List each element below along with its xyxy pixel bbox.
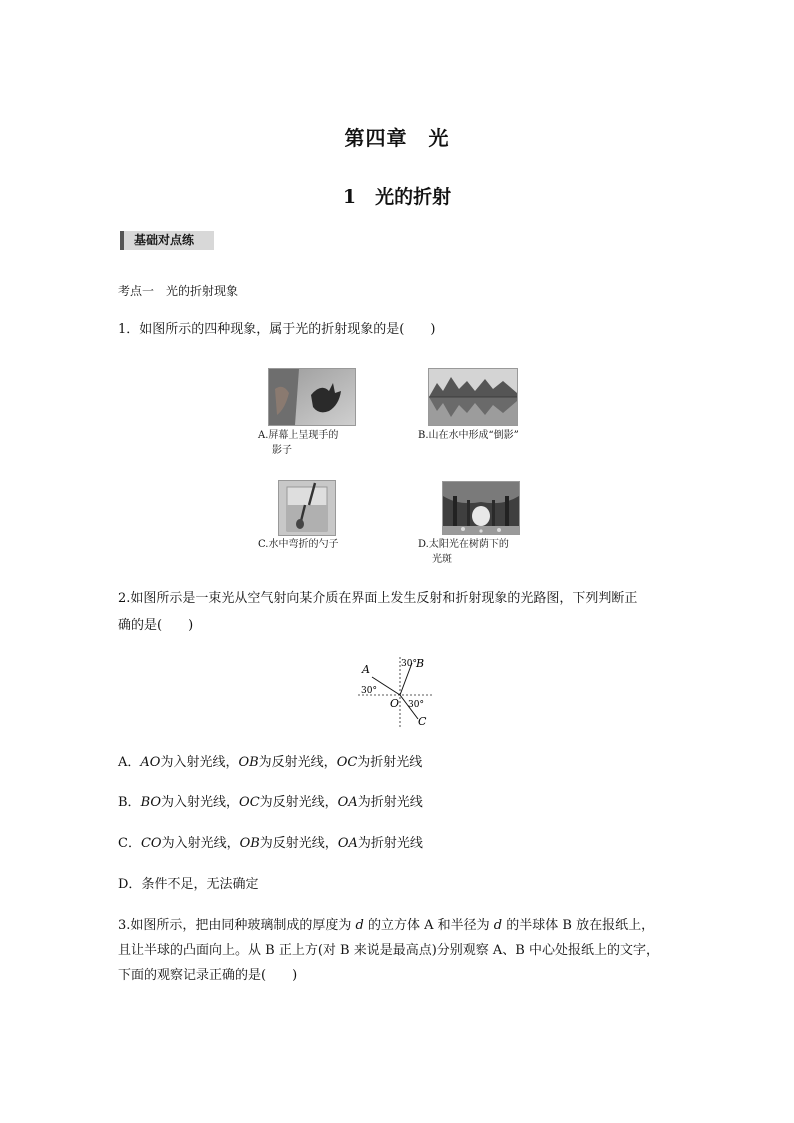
mountain-reflection-photo	[428, 368, 518, 426]
label-c: C	[418, 715, 427, 728]
q2-option-a[interactable]: A．AO为入射光线，OB为反射光线，OC为折射光线	[118, 755, 423, 770]
label-o: O	[390, 697, 400, 710]
chapter-title: 第四章 光	[344, 126, 450, 150]
q2-option-d[interactable]: D．条件不足，无法确定	[118, 877, 259, 892]
angle-bottom: 30°	[408, 700, 424, 710]
practice-badge: 基础对点练	[120, 231, 214, 250]
q2-option-b[interactable]: B．BO为入射光线，OC为反射光线，OA为折射光线	[118, 795, 423, 810]
q2-option-c[interactable]: C．CO为入射光线，OB为反射光线，OA为折射光线	[118, 836, 423, 851]
spoon-in-water-photo	[278, 480, 336, 536]
section-title: 1 光的折射	[342, 186, 452, 208]
q1-caption-c: C.水中弯折的勺子	[258, 539, 339, 550]
label-b: B	[416, 657, 425, 670]
tree-shade-photo	[442, 481, 520, 535]
q1-caption-a: A.屏幕上呈现手的 影子	[258, 430, 339, 456]
angle-top: 30°	[401, 659, 417, 669]
q2-stem: 2.如图所示是一束光从空气射向某介质在界面上发生反射和折射现象的光路图，下列判断正 确的是( )	[118, 591, 638, 633]
q1-stem: 1．如图所示的四种现象，属于光的折射现象的是( )	[118, 322, 436, 337]
q1-caption-b: B.山在水中形成“倒影”	[418, 430, 519, 441]
light-path-diagram	[356, 655, 436, 731]
hand-shadow-photo	[268, 368, 356, 426]
topic-label: 考点一 光的折射现象	[118, 284, 239, 298]
q1-caption-d: D.太阳光在树荫下的 光斑	[418, 539, 509, 565]
label-a: A	[362, 663, 370, 676]
angle-left: 30°	[361, 686, 377, 696]
q3-stem: 3.如图所示，把由同种玻璃制成的厚度为 d 的立方体 A 和半径为 d 的半球体 B 放在报纸上， 且让半球的凸面向上。从 B 正上方(对 B 来说是最高点)分别观察 A、B 中心处报纸上的文字， 下面的观察记录正确的是( )	[118, 918, 659, 983]
